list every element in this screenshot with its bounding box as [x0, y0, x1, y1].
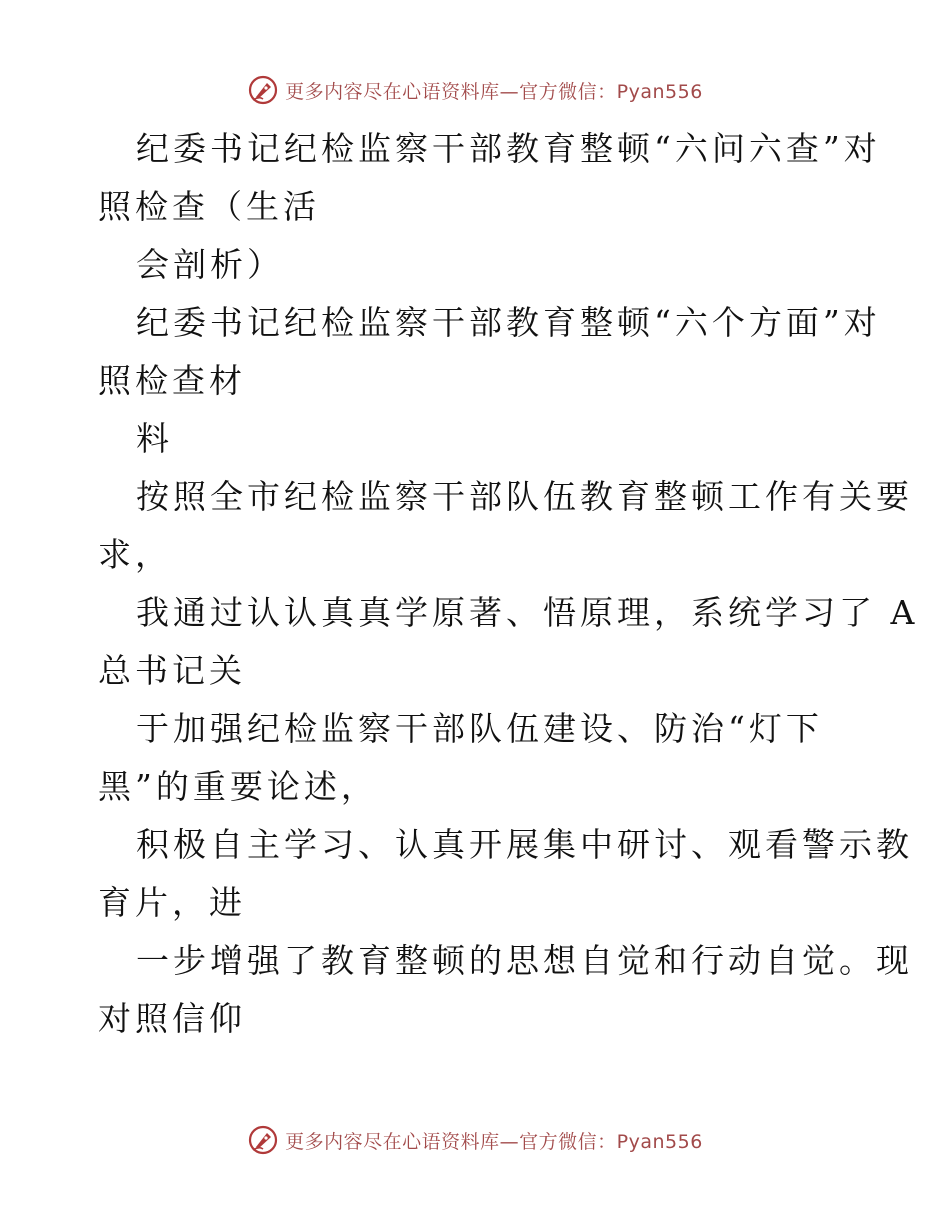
document-line: 育片，进 [98, 883, 246, 922]
header-watermark [0, 72, 950, 108]
document-line: 求， [98, 535, 172, 574]
document-line: 会剖析） [136, 245, 284, 284]
document-line: 于加强纪检监察干部队伍建设、防治“灯下 [136, 709, 823, 748]
pen-nib-logo-icon [247, 74, 279, 106]
document-line: 料 [136, 419, 173, 458]
document-line: 纪委书记纪检监察干部教育整顿“六个方面”对 [136, 303, 881, 342]
document-line: 纪委书记纪检监察干部教育整顿“六问六查”对 [136, 129, 881, 168]
document-body [98, 120, 919, 1048]
document-line: 照检查（生活 [98, 187, 320, 226]
pen-nib-logo-icon [247, 1124, 279, 1156]
watermark-text: 更多内容尽在心语资料库—官方微信：Pyan556 [285, 80, 703, 103]
document-line: 按照全市纪检监察干部队伍教育整顿工作有关要 [136, 477, 913, 516]
document-line: 照检查材 [98, 361, 246, 400]
document-line: 总书记关 [98, 651, 246, 690]
footer-watermark [0, 1122, 950, 1158]
document-line: 黑”的重要论述， [98, 767, 378, 806]
document-line: 对照信仰 [98, 999, 246, 1038]
document-line: 一步增强了教育整顿的思想自觉和行动自觉。现 [136, 941, 913, 980]
watermark-text: 更多内容尽在心语资料库—官方微信：Pyan556 [285, 1130, 703, 1153]
document-line: 我通过认认真真学原著、悟原理，系统学习了 A [136, 593, 919, 632]
document-line: 积极自主学习、认真开展集中研讨、观看警示教 [136, 825, 913, 864]
